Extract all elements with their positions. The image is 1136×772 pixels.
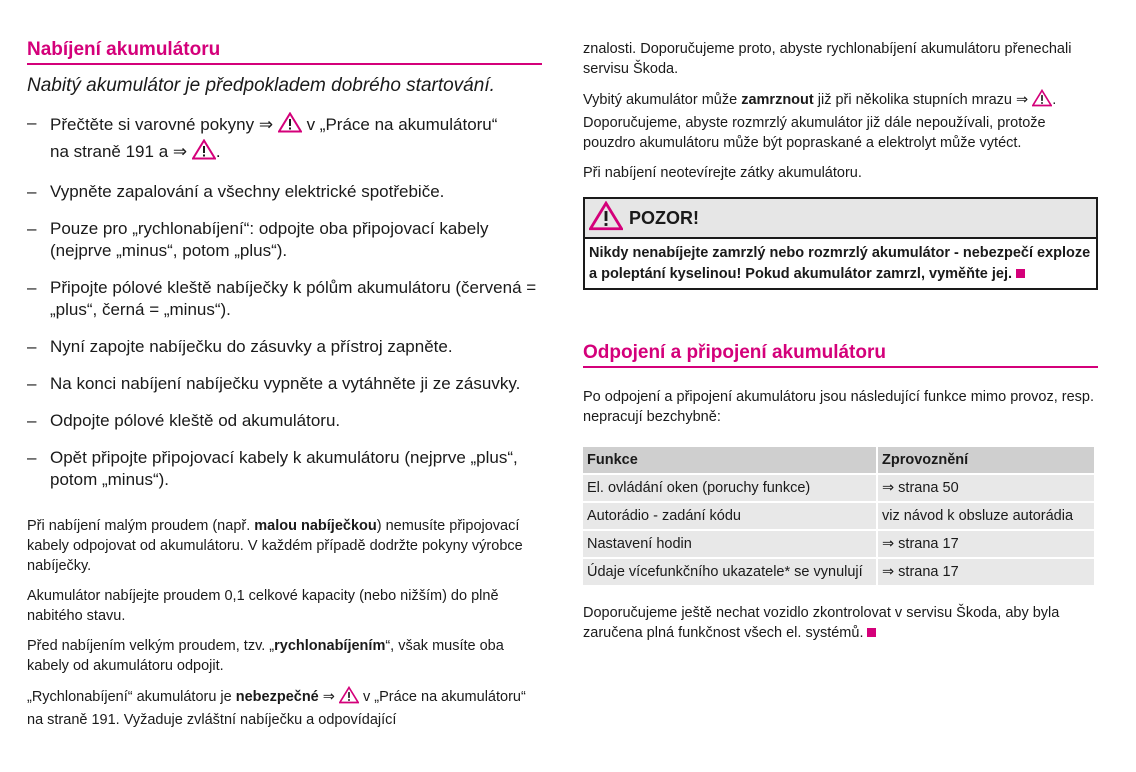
step-text: Vypněte zapalování a všechny elektrické spotřebiče. <box>50 182 445 201</box>
arrow-reference: ⇒ <box>322 689 335 705</box>
step-text: Nyní zapojte nabíječku do zásuvky a přístroj zapněte. <box>50 337 453 356</box>
step-item <box>27 447 542 491</box>
text-run: v „Práce na akumulátoru“ na straně 191. Vyžaduje zvláštní nabíječku a odpovídající <box>27 689 526 728</box>
step-text: Na konci nabíjení nabíječku vypněte a vytáhněte ji ze zásuvky. <box>50 374 521 393</box>
dash-marker: – <box>27 278 37 297</box>
paragraph-charging-current: Akumulátor nabíjejte proudem 0,1 celkové kapacity (nebo nižším) do plně nabitého stavu. <box>27 588 499 624</box>
text-run: Nikdy nenabíjejte zamrzlý nebo rozmrzlý akumulátor - nebezpečí exploze a poleptání kyselinou! Pokud akumulátor zamrzl, vyměňte jej. <box>589 245 1091 282</box>
warning-text <box>585 239 1096 288</box>
text-run: ) nemusíte připojovací kabely odpojovat od akumulátoru. V každém případě dodržte pokyny výrobce nabíječky. <box>27 518 523 574</box>
text-run: Při nabíjení malým proudem (např. <box>27 518 255 534</box>
right-column <box>583 0 1098 653</box>
dash-marker: – <box>27 219 37 238</box>
warning-header <box>585 199 1096 239</box>
section-title-disconnect: Odpojení a připojení akumulátoru <box>583 342 1098 368</box>
dash-marker: – <box>27 374 37 393</box>
paragraph-intro: Po odpojení a připojení akumulátoru jsou následující funkce mimo provoz, resp. nepracují bezchybně: <box>583 389 1095 425</box>
table-cell: ⇒ strana 17 <box>878 559 1094 585</box>
table-cell: Údaje vícefunkčního ukazatele* se vynulují <box>583 559 876 585</box>
table-cell: Nastavení hodin <box>583 531 876 557</box>
step-text: Pouze pro „rychlonabíjení“: odpojte oba připojovací kabely (nejprve „minus“, potom „plus“). <box>50 219 489 260</box>
step-text: v „Práce na akumulátoru“ <box>306 115 498 134</box>
table-header-row <box>583 447 1094 473</box>
dash-marker: – <box>27 337 37 356</box>
table-row <box>583 503 1094 529</box>
warning-box <box>583 197 1098 290</box>
warning-triangle-icon <box>339 686 359 710</box>
dash-marker: – <box>27 411 37 430</box>
bold-term: nebezpečné <box>235 689 319 705</box>
paragraph-closing <box>583 603 1098 643</box>
dash-marker: – <box>27 448 37 467</box>
paragraph-caps: Při nabíjení neotevírejte zátky akumulátoru. <box>583 165 862 181</box>
table-cell: viz návod k obsluze autorádia <box>878 503 1094 529</box>
step-text: na straně 191 a <box>50 142 169 161</box>
step-item <box>27 410 542 432</box>
warning-triangle-icon <box>278 112 302 139</box>
left-column <box>27 0 542 740</box>
end-marker-icon <box>867 628 876 637</box>
paragraph-small-charger <box>27 516 542 576</box>
table-row <box>583 531 1094 557</box>
step-item <box>27 373 542 395</box>
text-run: již při několika stupních mrazu <box>813 92 1012 108</box>
steps-list <box>27 112 542 491</box>
paragraph-fast-charging-danger <box>27 686 542 730</box>
table-cell: ⇒ strana 50 <box>878 475 1094 501</box>
text-run: Vybitý akumulátor může <box>583 92 742 108</box>
step-item <box>27 112 542 166</box>
bold-term: rychlonabíjením <box>274 638 386 654</box>
step-item <box>27 277 542 321</box>
lead-sentence: Nabitý akumulátor je předpokladem dobrého startování. <box>27 75 495 96</box>
bold-term: malou nabíječkou <box>254 518 377 534</box>
table-cell: Autorádio - zadání kódu <box>583 503 876 529</box>
table-cell: ⇒ strana 17 <box>878 531 1094 557</box>
step-item <box>27 336 542 358</box>
paragraph-freezing <box>583 89 1098 153</box>
dash-marker: – <box>27 182 37 201</box>
functions-table <box>581 445 1096 587</box>
column-header: Zprovoznění <box>878 447 1094 473</box>
paragraph-fast-charging <box>27 636 542 676</box>
warning-title: POZOR! <box>629 207 699 228</box>
step-text: Připojte pólové kleště nabíječky k pólům akumulátoru (červená = „plus“, černá = „minus“). <box>50 278 537 319</box>
column-header: Funkce <box>583 447 876 473</box>
arrow-reference: ⇒ <box>1016 92 1029 108</box>
table-cell: El. ovládání oken (poruchy funkce) <box>583 475 876 501</box>
warning-triangle-icon <box>192 139 216 166</box>
text-run: Doporučujeme ještě nechat vozidlo zkontrolovat v servisu Škoda, aby byla zaručena plná funkčnost všech el. systémů. <box>583 605 1060 641</box>
step-text: Opět připojte připojovací kabely k akumulátoru (nejprve „plus“, potom „minus“). <box>50 448 518 489</box>
table-row <box>583 559 1094 585</box>
arrow-reference: ⇒ <box>258 115 274 134</box>
paragraph-continued: znalosti. Doporučujeme proto, abyste rychlonabíjení akumulátoru přenechali servisu Škoda. <box>583 41 1072 77</box>
text-run: . Doporučujeme, abyste rozmrzlý akumulátor již dále nepoužívali, protože pouzdro akumulátoru může být popraskané a elektrolyt může vytéct. <box>583 92 1057 151</box>
table-row <box>583 475 1094 501</box>
end-marker-icon <box>1016 269 1025 278</box>
arrow-reference: ⇒ <box>172 142 188 161</box>
section-title-charging: Nabíjení akumulátoru <box>27 39 542 65</box>
text-run: Před nabíjením velkým proudem, tzv. „ <box>27 638 275 654</box>
warning-triangle-icon <box>589 201 623 236</box>
step-item <box>27 181 542 203</box>
warning-triangle-icon <box>1032 89 1052 113</box>
bold-term: zamrznout <box>741 92 814 108</box>
step-text: Odpojte pólové kleště od akumulátoru. <box>50 411 341 430</box>
step-text: Přečtěte si varovné pokyny <box>50 115 255 134</box>
text-run: “, však musíte oba kabely od akumulátoru odpojit. <box>27 638 504 674</box>
step-item <box>27 218 542 262</box>
step-text: . <box>215 142 221 161</box>
text-run: „Rychlonabíjení“ akumulátoru je <box>27 689 236 705</box>
dash-marker: – <box>27 113 37 132</box>
